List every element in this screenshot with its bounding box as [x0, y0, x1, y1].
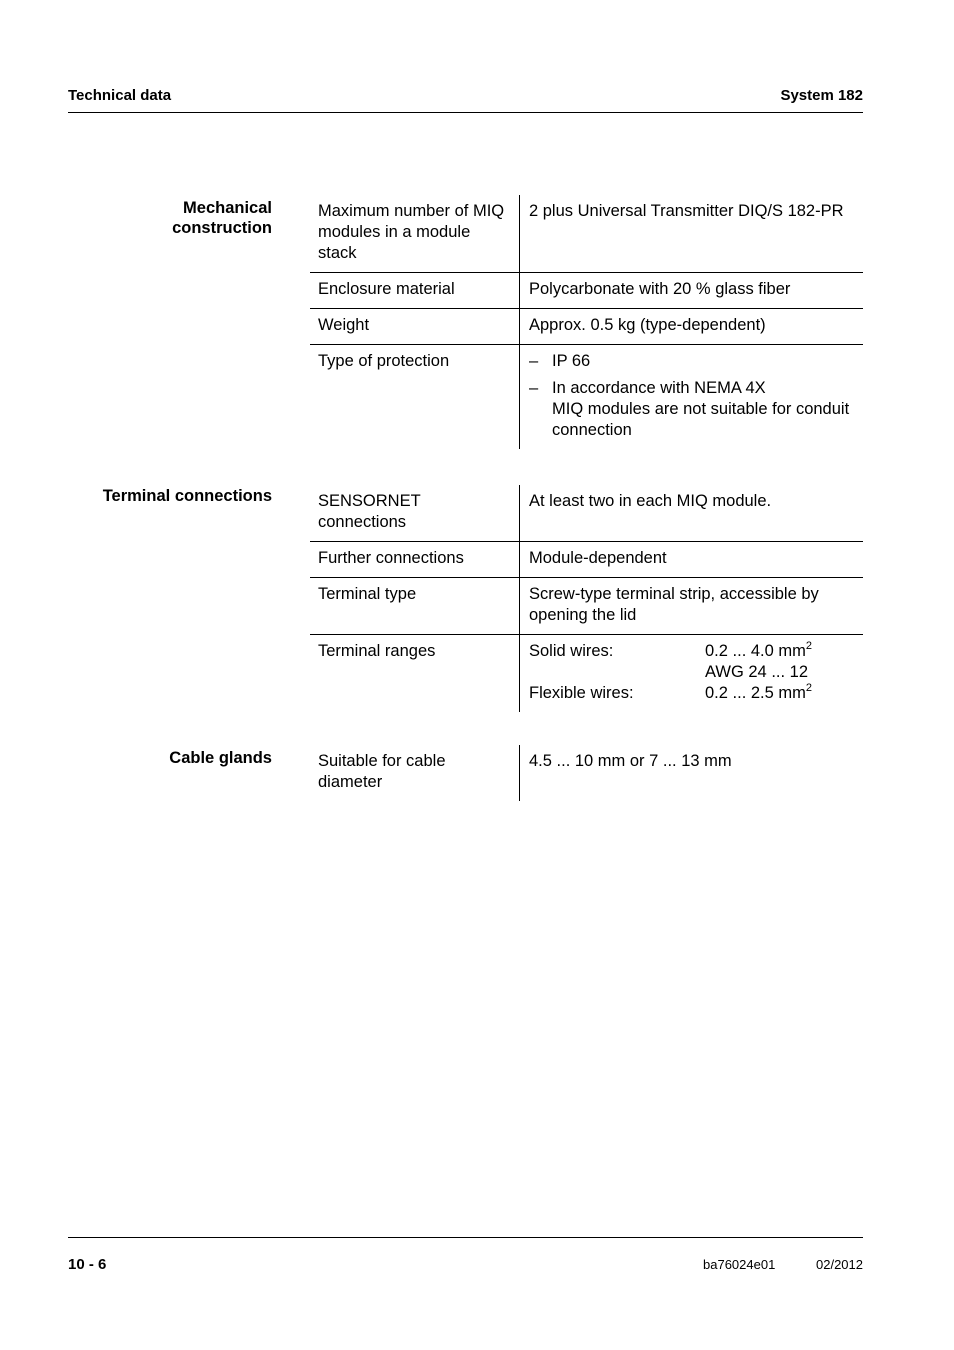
terminal-connections-table — [310, 485, 863, 712]
list-item-text — [552, 378, 855, 441]
document-date: 02/2012 — [816, 1257, 863, 1272]
range-value-text: AWG 24 ... 12 — [705, 663, 809, 681]
table-row — [310, 542, 863, 578]
range-value-text: 0.2 ... 4.0 mm — [705, 642, 806, 660]
spec-value: Approx. 0.5 kg (type-dependent) — [520, 309, 864, 345]
running-header-title: Technical data — [68, 87, 172, 104]
header-rule — [68, 112, 863, 113]
document-number: ba76024e01 — [703, 1257, 776, 1272]
spec-value: 4.5 ... 10 mm or 7 ... 13 mm — [529, 752, 732, 770]
spec-key: Enclosure material — [310, 273, 520, 309]
spec-key: SENSORNET connections — [310, 485, 520, 542]
list-item-text: IP 66 — [552, 352, 591, 370]
list-dash: – — [529, 352, 539, 370]
spec-value: Polycarbonate with 20 % glass fiber — [520, 273, 864, 309]
range-value-text: 0.2 ... 2.5 mm — [705, 684, 806, 702]
section-label-mechanical-construction — [52, 198, 272, 238]
superscript: 2 — [805, 682, 812, 694]
spec-key: Maximum number of MIQ modules in a module stack — [310, 195, 520, 273]
table-row — [310, 195, 863, 273]
range-label: Solid wires: — [529, 642, 614, 660]
table-row — [310, 345, 863, 450]
list-item-note: MIQ modules are not suitable for conduit connection — [552, 400, 850, 439]
spec-key: Type of protection — [310, 345, 520, 450]
cable-glands-table — [310, 745, 863, 801]
list-item — [529, 351, 855, 372]
spec-key: Suitable for cable diameter — [310, 745, 520, 801]
spec-value: Screw-type terminal strip, accessible by opening the lid — [520, 578, 864, 635]
section-label-line: construction — [172, 219, 272, 237]
superscript: 2 — [805, 640, 812, 652]
section-label-terminal-connections: Terminal connections — [102, 487, 272, 505]
table-row — [310, 635, 863, 713]
table-row — [310, 578, 863, 635]
mechanical-construction-table — [310, 195, 863, 449]
spec-key: Terminal type — [310, 578, 520, 635]
list-dash: – — [529, 379, 539, 397]
range-awg — [529, 662, 855, 683]
spec-value — [520, 635, 864, 713]
page-number: 10 - 6 — [68, 1256, 107, 1273]
spec-value: At least two in each MIQ module. — [520, 485, 864, 542]
spec-key: Terminal ranges — [310, 635, 520, 713]
spec-key: Further connections — [310, 542, 520, 578]
list-item — [529, 378, 855, 441]
spec-key: Weight — [310, 309, 520, 345]
section-label-line: Mechanical — [183, 199, 272, 217]
range-value — [705, 641, 812, 662]
spec-value: 2 plus Universal Transmitter DIQ/S 182-PR — [520, 195, 864, 273]
range-flexible-wires — [529, 683, 855, 704]
spec-value: Module-dependent — [520, 542, 864, 578]
running-header-product: System 182 — [780, 87, 863, 104]
range-label: Flexible wires: — [529, 684, 634, 702]
table-row — [310, 273, 863, 309]
range-value — [705, 683, 812, 704]
table-row — [310, 485, 863, 542]
table-row — [310, 745, 863, 801]
section-label-cable-glands: Cable glands — [169, 749, 272, 767]
spec-value — [520, 345, 864, 450]
footer-rule — [68, 1237, 863, 1238]
list-item-line: In accordance with NEMA 4X — [552, 379, 766, 397]
table-row — [310, 309, 863, 345]
range-solid-wires — [529, 641, 855, 662]
